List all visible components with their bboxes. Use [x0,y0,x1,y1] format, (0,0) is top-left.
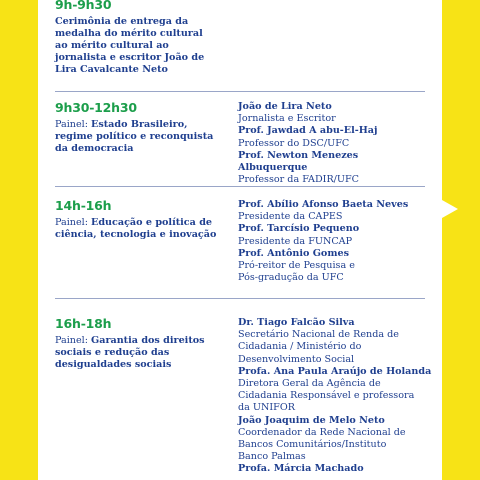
divider [55,186,425,187]
panel-theme: Educação e política de ciência, tecnologia e inovação [55,217,217,240]
session-3-speakers [238,199,428,284]
speaker-name: Prof. Jawdad A abu-El-Haj [238,125,378,137]
speaker-name: Profa. Márcia Machado [238,463,364,475]
session-time: 16h-18h [55,316,112,331]
speaker-name: Prof. Antônio Gomes [238,247,349,259]
speaker-name: João de Lira Neto [238,101,332,112]
pointer-arrow [442,200,458,218]
panel-prefix: Painel: [55,217,92,228]
speaker-name: Profa. Ana Paula Araújo de Holanda [238,365,432,377]
session-4-speakers [238,317,432,476]
speaker-role: Professor da FADIR/UFC [238,174,359,186]
panel-prefix: Painel: [55,119,92,130]
panel-theme: Garantia dos direitos sociais e redução das desigualdades sociais [55,335,205,370]
session-2-speakers [238,101,428,186]
panel-theme: Estado Brasileiro, regime político e reconquista da democracia [55,119,214,154]
session-2-info [55,101,225,155]
session-panel [55,217,219,241]
session-4-info [55,317,225,371]
speaker-role: Jornalista e Escritor [238,113,336,125]
speaker-name: Prof. Newton Menezes Albuquerque [238,149,359,174]
session-description: Cerimônia de entrega da medalha do mérito cultural ao mérito cultural ao jornalista e escritor João de Lira Cavalcante Neto [55,16,205,75]
divider [55,298,425,299]
speaker-name: Dr. Tiago Falcão Silva [238,317,355,328]
session-panel [55,119,215,155]
speaker-role: Pró-reitor de Pesquisa e Pós-gradução da UFC [238,260,355,284]
speaker-role: Secretário Nacional de Renda de Cidadania / Ministério do Desenvolvimento Social [238,329,399,365]
speaker-name: Prof. Abílio Afonso Baeta Neves [238,199,409,210]
speaker-name: Prof. Tarcísio Pequeno [238,223,360,235]
session-time: 9h-9h30 [55,0,112,12]
session-3-info [55,199,225,241]
speaker-role: Coordenador da Rede Nacional de Bancos Comunitários/Instituto Banco Palmas [238,426,406,463]
speaker-role: Diretora Geral da Agência de Cidadania Responsável e professora da UNIFOR [238,378,415,414]
session-time: 14h-16h [55,198,112,213]
divider [55,91,425,92]
session-time: 9h30-12h30 [55,100,137,115]
speaker-role: Presidente da FUNCAP [238,235,353,247]
panel-prefix: Painel: [55,335,92,346]
schedule-card [38,0,442,480]
speaker-role: Presidente da CAPES [238,211,343,223]
session-panel [55,335,213,371]
speaker-name: João Joaquim de Melo Neto [238,414,385,426]
speaker-role: Professor do DSC/UFC [238,137,350,149]
session-1-info [55,0,225,76]
